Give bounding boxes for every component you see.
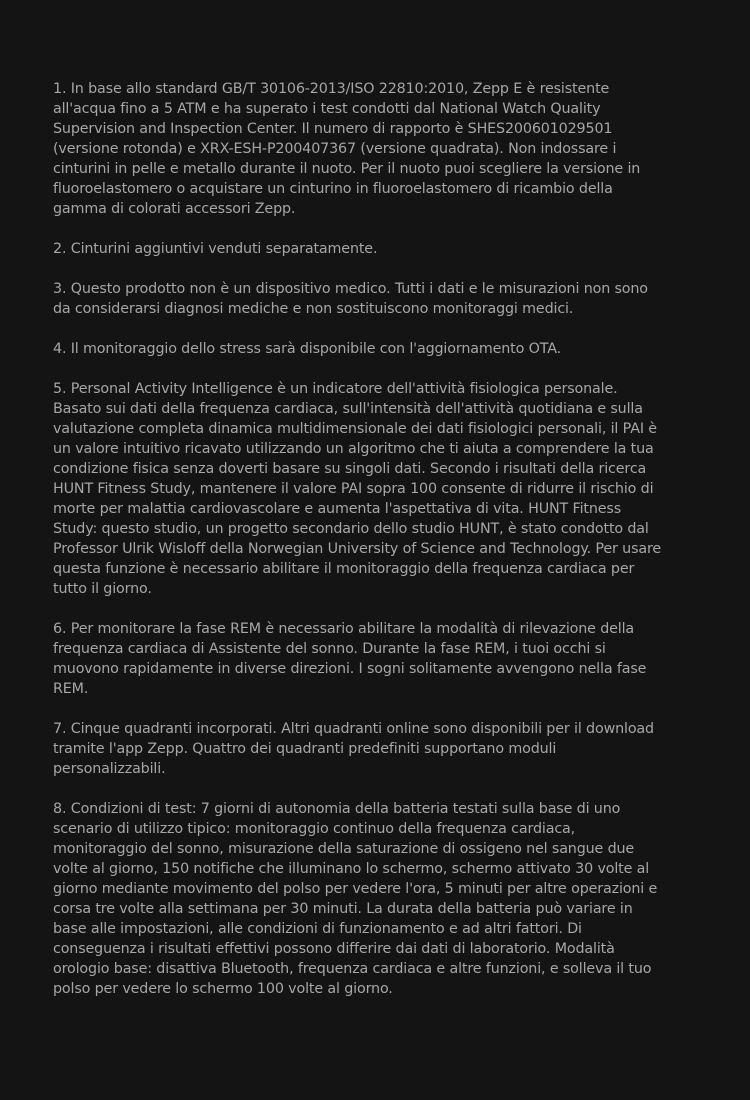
footnote-5-pai: 5. Personal Activity Intelligence è un indicatore dell'attività fisiologica personale. Basato sui dati della frequenza cardiaca, sull'intensità dell'attività quotidiana e sulla valutazione completa dinamica multidimensionale dei dati fisiologici personali, il PAI è un valore intuitivo ricavato utilizzando un algoritmo che ti aiuta a comprendere la tua condizione fisica senza doverti basare su singoli dati. Secondo i risultati della ricerca HUNT Fitness Study, mantenere il valore PAI sopra 100 consente di ridurre il rischio di morte per malattia cardiovascolare e aumenta l'aspettativa di vita. HUNT Fitness Study: questo studio, un progetto secondario dello studio HUNT, è stato condotto dal Professor Ulrik Wisloff della Norwegian University of Science and Technology. Per usare questa funzione è necessario abilitare il monitoraggio della frequenza cardiaca per tutto il giorno. [53,381,662,597]
footnote-2-straps: 2. Cinturini aggiuntivi venduti separatamente. [53,241,378,257]
footnotes-section [53,79,665,1019]
footnote-8-battery-test: 8. Condizioni di test: 7 giorni di autonomia della batteria testati sulla base di uno scenario di utilizzo tipico: monitoraggio continuo della frequenza cardiaca, monitoraggio del sonno, misurazione della saturazione di ossigeno nel sangue due volte al giorno, 150 notifiche che illuminano lo schermo, schermo attivato 30 volte al giorno mediante movimento del polso per vedere l'ora, 5 minuti per altre operazioni e corsa tre volte alla settimana per 30 minuti. La durata della batteria può variare in base alle impostazioni, alle condizioni di funzionamento e ad altri fattori. Di conseguenza i risultati effettivi possono differire dai dati di laboratorio. Modalità orologio base: disattiva Bluetooth, frequenza cardiaca e altre funzioni, e solleva il tuo polso per vedere lo schermo 100 volte al giorno. [53,801,658,997]
footnote-6-rem-sleep: 6. Per monitorare la fase REM è necessario abilitare la modalità di rilevazione della frequenza cardiaca di Assistente del sonno. Durante la fase REM, i tuoi occhi si muovono rapidamente in diverse direzioni. I sogni solitamente avvengono nella fase REM. [53,621,647,697]
footnote-7-watch-faces: 7. Cinque quadranti incorporati. Altri quadranti online sono disponibili per il download tramite l'app Zepp. Quattro dei quadranti predefiniti supportano moduli personalizzabili. [53,721,654,777]
footnote-4-stress-monitoring: 4. Il monitoraggio dello stress sarà disponibile con l'aggiornamento OTA. [53,341,561,357]
footnote-3-medical-disclaimer: 3. Questo prodotto non è un dispositivo medico. Tutti i dati e le misurazioni non sono da considerarsi diagnosi mediche e non sostituiscono monitoraggi medici. [53,281,648,317]
footnote-1-water-resistance: 1. In base allo standard GB/T 30106-2013/ISO 22810:2010, Zepp E è resistente all'acqua fino a 5 ATM e ha superato i test condotti dal National Watch Quality Supervision and Inspection Center. Il numero di rapporto è SHES200601029501 (versione rotonda) e XRX-ESH-P200407367 (versione quadrata). Non indossare i cinturini in pelle e metallo durante il nuoto. Per il nuoto puoi scegliere la versione in fluoroelastomero o acquistare un cinturino in fluoroelastomero di ricambio della gamma di colorati accessori Zepp. [53,81,641,217]
